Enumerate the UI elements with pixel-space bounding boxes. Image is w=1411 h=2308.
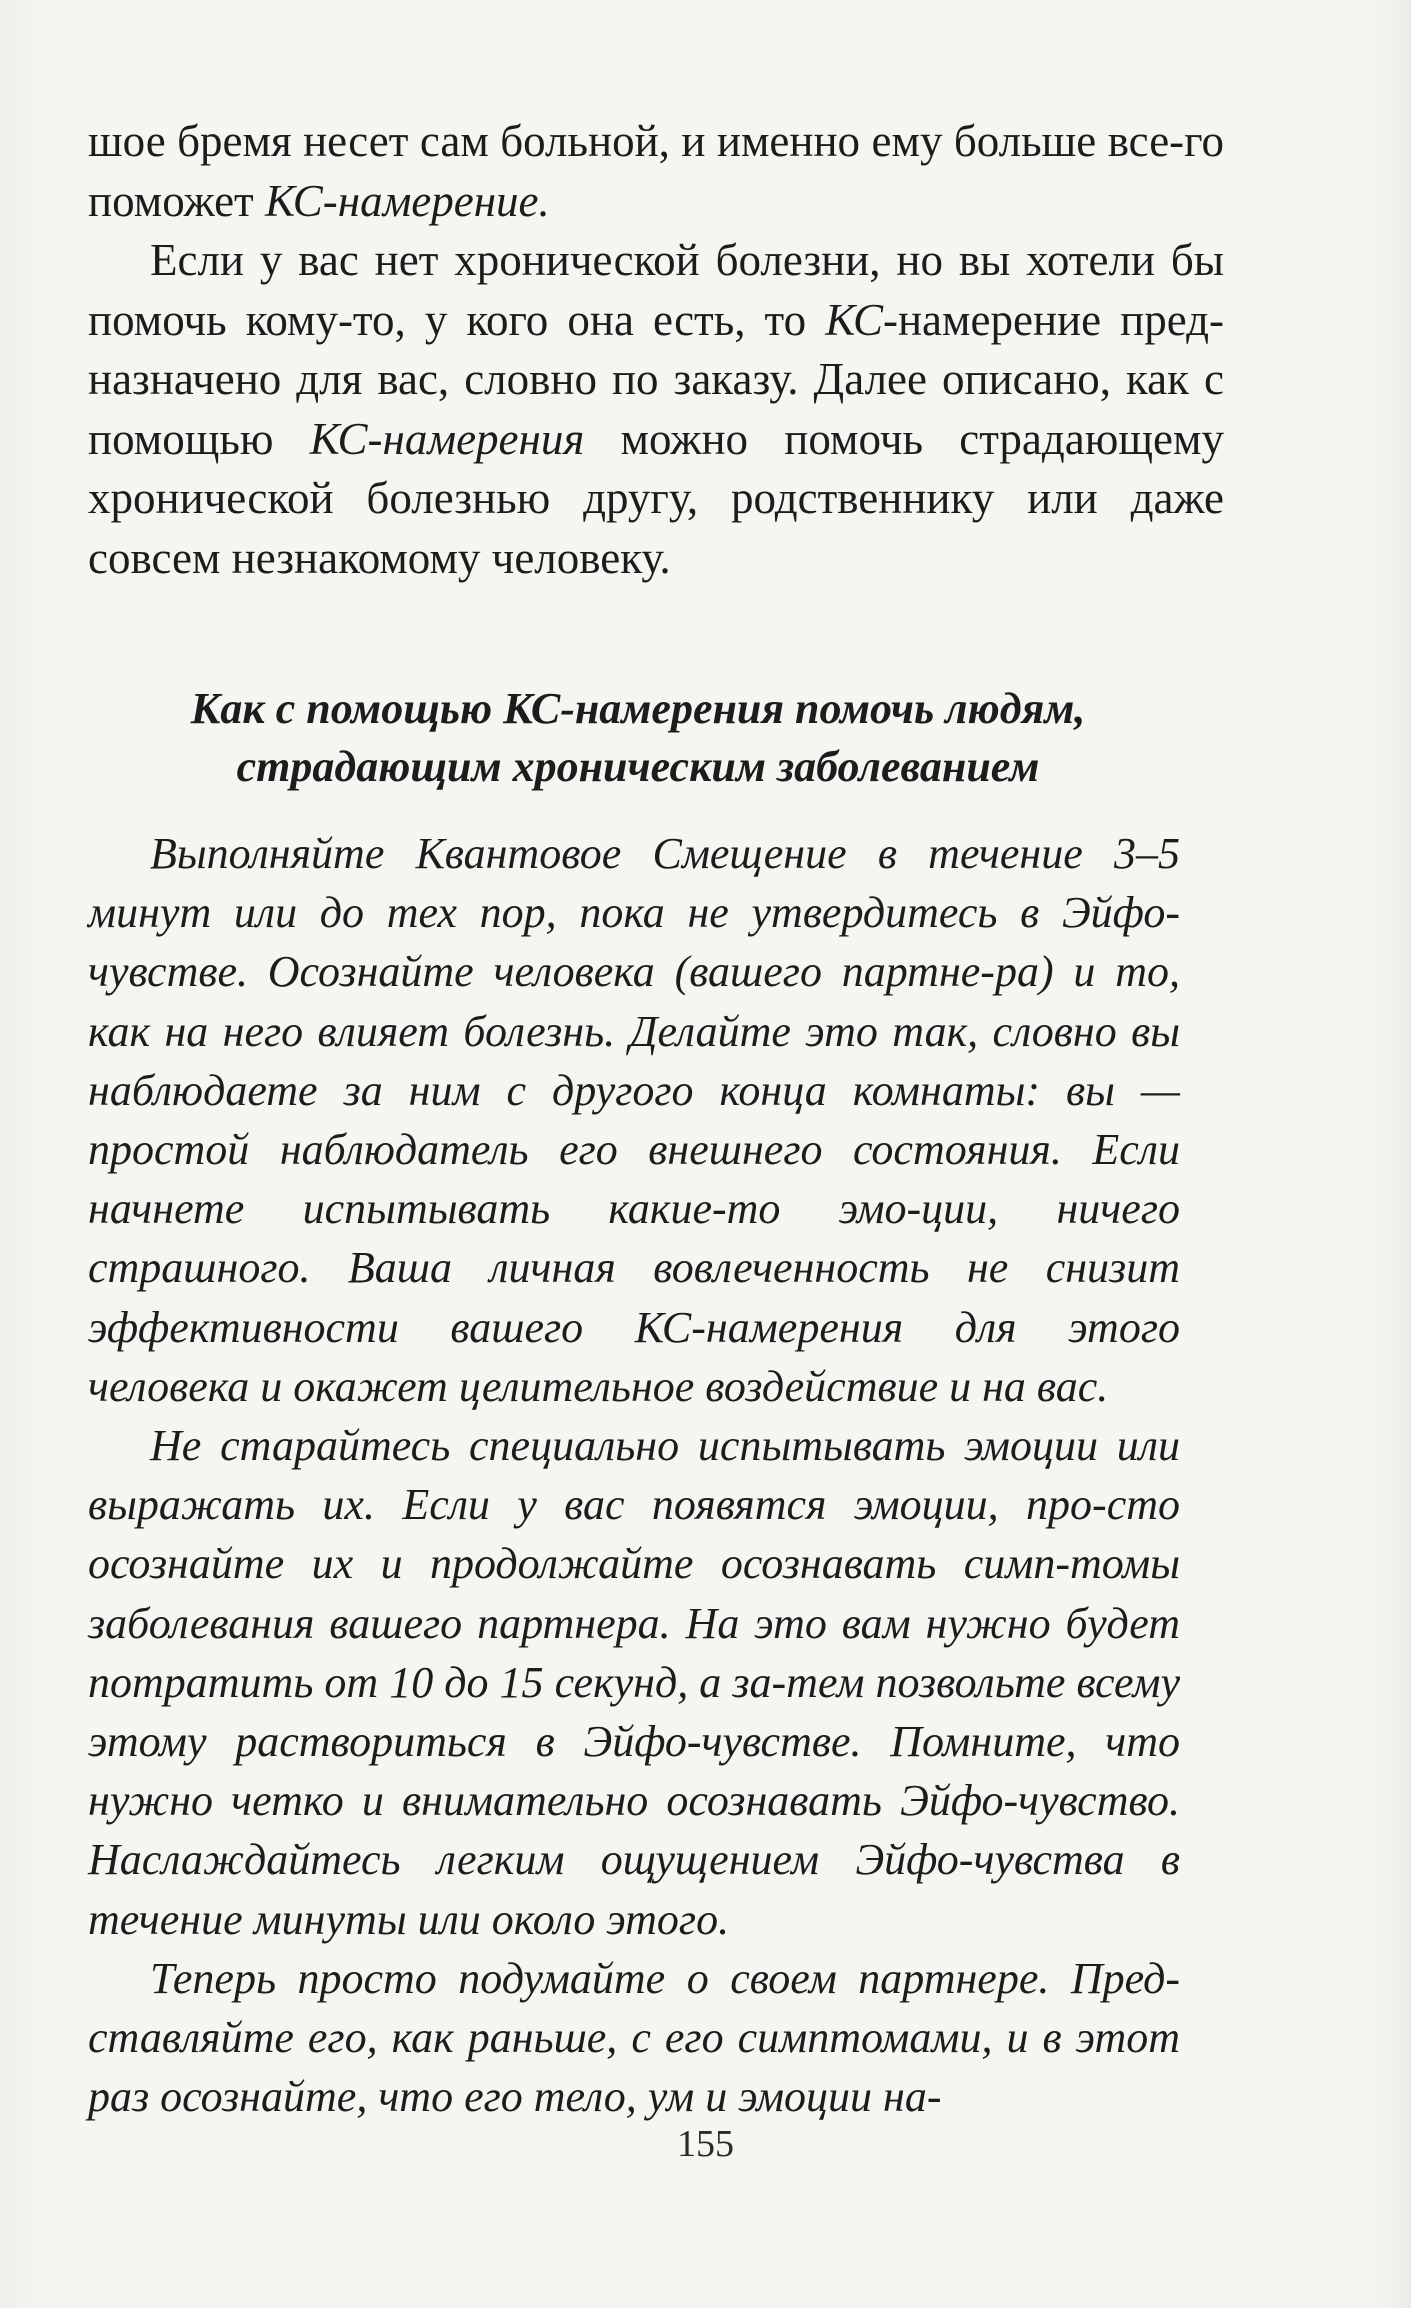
- paragraph-1: [88, 112, 1224, 231]
- section-heading: [88, 680, 1188, 796]
- instruction-paragraph-3: Теперь просто подумайте о своем партнере. Пред-ставляйте его, как раньше, с его симптомами, и в этот раз осознайте, что его тело, ум и эмоции на-: [88, 1953, 1180, 2122]
- section-heading-line-2: страдающим хроническим заболеванием: [236, 742, 1040, 791]
- instruction-paragraph-1: Выполняйте Квантовое Смещение в течение 3–5 минут или до тех пор, пока не утвердитесь в Эйфо-чувстве. Осознайте человека (вашего партне-ра) и то, как на него влияет болезнь. Делайте это так, словно вы наблюдаете за ним с другого конца комнаты: вы — простой наблюдатель его внешнего состояния. Если начнете испытывать какие-то эмо-ции, ничего страшного. Ваша личная вовлеченность не снизит эффективности вашего КС-намерения для этого человека и окажет целительное воздействие и на вас.: [88, 829, 1180, 1411]
- paragraph-2-emphasis-b: КС-намерения: [309, 413, 585, 464]
- page-number: 155: [677, 2123, 734, 2165]
- paragraph-2-text-a: Если у вас нет хронической болезни, но вы хотели бы помочь кому-то, у кого она есть, то: [88, 235, 1224, 345]
- paragraph-2: [88, 231, 1224, 588]
- paragraph-2-text-b: -намерение пред-назначено для вас, словно по заказу. Далее описано, как с помощью: [88, 294, 1224, 464]
- paragraph-2-emphasis-a: КС: [825, 294, 883, 345]
- page-text: [88, 112, 1224, 2126]
- paragraph-1-emphasis: КС-намерение.: [264, 175, 550, 226]
- paragraph-1-text: шое бремя несет сам больной, и именно ему больше все-го поможет: [88, 116, 1224, 226]
- instructions-block: [88, 824, 1180, 2126]
- section-heading-line-1: Как с помощью КС-намерения помочь людям,: [190, 684, 1086, 733]
- instruction-paragraph-2: Не старайтесь специально испытывать эмоции или выражать их. Если у вас появятся эмоции, про-сто осознайте их и продолжайте осознавать симп-томы заболевания вашего партнера. На это вам нужно будет потратить от 10 до 15 секунд, а за-тем позвольте всему этому раствориться в Эйфо-чувстве. Помните, что нужно четко и внимательно осознавать Эйфо-чувство. Наслаждайтесь легким ощущением Эйфо-чувства в течение минуты или около этого.: [88, 1421, 1180, 1944]
- paragraph-2-text-c: можно помочь страдающему хронической болезнью другу, родственнику или даже совсем незнакомому человеку.: [88, 413, 1224, 583]
